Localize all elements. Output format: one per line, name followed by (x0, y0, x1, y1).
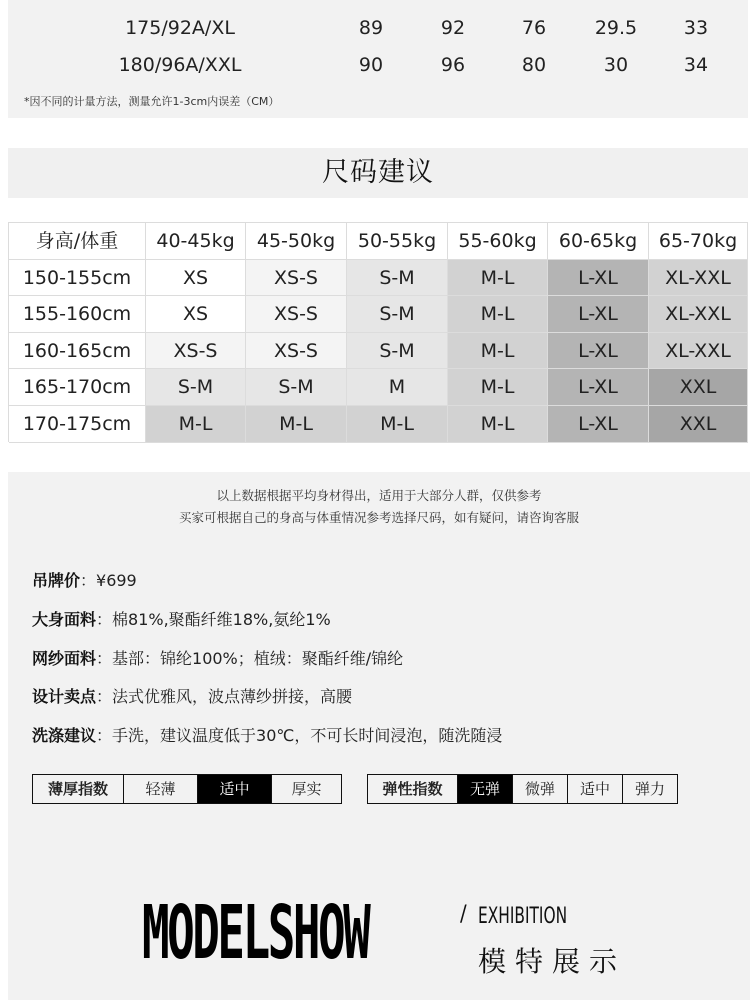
height-row-header: 160-165cm (9, 333, 146, 370)
size-recommendation-cell: M-L (448, 369, 548, 406)
attr-label: 设计卖点 (32, 687, 97, 706)
size-recommendation-cell: M-L (146, 406, 246, 443)
spec-cell: 80 (521, 54, 547, 76)
weight-column-header: 45-50kg (246, 223, 347, 260)
spec-cell: 33 (683, 17, 709, 39)
size-recommendation-cell: XS (146, 260, 246, 297)
spec-cell: 30 (603, 54, 629, 76)
size-recommendation-cell: M-L (448, 260, 548, 297)
size-recommendation-cell: S-M (246, 369, 347, 406)
exhibition-label: EXHIBITION (478, 904, 568, 929)
attr-mesh-fabric (32, 646, 403, 669)
product-info-panel (8, 472, 750, 1000)
weight-column-header: 40-45kg (146, 223, 246, 260)
size-recommendation-cell: S-M (146, 369, 246, 406)
attr-main-fabric (32, 607, 331, 630)
weight-column-header: 50-55kg (347, 223, 448, 260)
weight-column-header: 60-65kg (548, 223, 649, 260)
spec-row (8, 10, 748, 46)
spec-cell: 34 (683, 54, 709, 76)
grid-corner-header: 身高/体重 (9, 223, 146, 260)
elasticity-option: 无弹 (457, 775, 512, 803)
model-display-label: 模特展示 (478, 945, 627, 978)
size-recommendation-cell: XS-S (146, 333, 246, 370)
attr-design-points (32, 684, 352, 707)
size-recommendation-cell: M-L (448, 296, 548, 333)
size-advice-title: 尺码建议 (8, 148, 748, 198)
size-recommendation-cell: XXL (649, 406, 748, 443)
size-recommendation-cell: XS-S (246, 333, 347, 370)
elasticity-index-scale (367, 774, 678, 804)
elasticity-option: 适中 (567, 775, 622, 803)
thickness-option: 厚实 (271, 775, 341, 803)
size-recommendation-grid (8, 222, 748, 442)
elasticity-index-label: 弹性指数 (382, 780, 443, 798)
size-recommendation-cell: XL-XXL (649, 296, 748, 333)
weight-column-header: 65-70kg (649, 223, 748, 260)
height-row-header: 150-155cm (9, 260, 146, 297)
spec-cell: 92 (440, 17, 466, 39)
thickness-index-scale (32, 774, 342, 804)
size-recommendation-cell: L-XL (548, 369, 649, 406)
size-recommendation-cell: S-M (347, 260, 448, 297)
model-show-heading: MODELSHOW (142, 890, 369, 976)
spec-cell: 29.5 (594, 17, 638, 39)
size-recommendation-cell: M (347, 369, 448, 406)
size-recommendation-cell: S-M (347, 296, 448, 333)
size-recommendation-cell: XS (146, 296, 246, 333)
size-recommendation-cell: XL-XXL (649, 260, 748, 297)
thickness-option: 适中 (197, 775, 271, 803)
size-recommendation-cell: L-XL (548, 406, 649, 443)
size-recommendation-cell: M-L (448, 333, 548, 370)
spec-cell: 89 (358, 17, 384, 39)
weight-column-header: 55-60kg (448, 223, 548, 260)
size-recommendation-cell: XS-S (246, 260, 347, 297)
elasticity-option: 微弹 (512, 775, 567, 803)
attr-value: ：棉81%,聚酯纤维18%,氨纶1% (96, 610, 331, 629)
thickness-index-label: 薄厚指数 (47, 780, 108, 798)
size-recommendation-cell: XS-S (246, 296, 347, 333)
attr-label: 吊牌价 (32, 571, 81, 590)
attr-value: ：基部：锦纶100%；植绒：聚酯纤维/锦纶 (96, 649, 404, 668)
size-spec-table (8, 0, 748, 118)
spec-row (8, 47, 748, 83)
spec-cell: 76 (521, 17, 547, 39)
attr-value: ：手洗，建议温度低于30℃，不可长时间浸泡，随洗随浸 (96, 726, 503, 745)
height-row-header: 165-170cm (9, 369, 146, 406)
size-recommendation-cell: M-L (347, 406, 448, 443)
attr-label: 大身面料 (32, 610, 97, 629)
height-row-header: 155-160cm (9, 296, 146, 333)
attr-label: 网纱面料 (32, 649, 97, 668)
size-recommendation-cell: S-M (347, 333, 448, 370)
spec-cell: 90 (358, 54, 384, 76)
attr-washing (32, 723, 502, 746)
measurement-note: *因不同的计量方法，测量允许1-3cm内误差（CM） (24, 95, 280, 108)
attr-tag-price (32, 568, 137, 591)
size-recommendation-cell: M-L (448, 406, 548, 443)
disclaimer-line: 以上数据根据平均身材得出，适用于大部分人群，仅供参考 (216, 488, 542, 503)
size-recommendation-cell: L-XL (548, 296, 649, 333)
spec-cell-size: 180/96A/XXL (118, 54, 242, 76)
thickness-option: 轻薄 (123, 775, 197, 803)
size-recommendation-cell: L-XL (548, 333, 649, 370)
size-recommendation-cell: L-XL (548, 260, 649, 297)
attr-value: ：¥699 (80, 571, 137, 590)
spec-cell: 96 (440, 54, 466, 76)
disclaimer-line: 买家可根据自己的身高与体重情况参考选择尺码，如有疑问，请咨询客服 (178, 510, 579, 525)
attr-value: ：法式优雅风，波点薄纱拼接，高腰 (96, 687, 353, 706)
size-recommendation-cell: XXL (649, 369, 748, 406)
elasticity-option: 弹力 (622, 775, 677, 803)
size-recommendation-cell: XL-XXL (649, 333, 748, 370)
spec-cell-size: 175/92A/XL (125, 17, 235, 39)
height-row-header: 170-175cm (9, 406, 146, 443)
size-recommendation-cell: M-L (246, 406, 347, 443)
attr-label: 洗涤建议 (32, 726, 97, 745)
banner-slash: / (460, 902, 467, 927)
